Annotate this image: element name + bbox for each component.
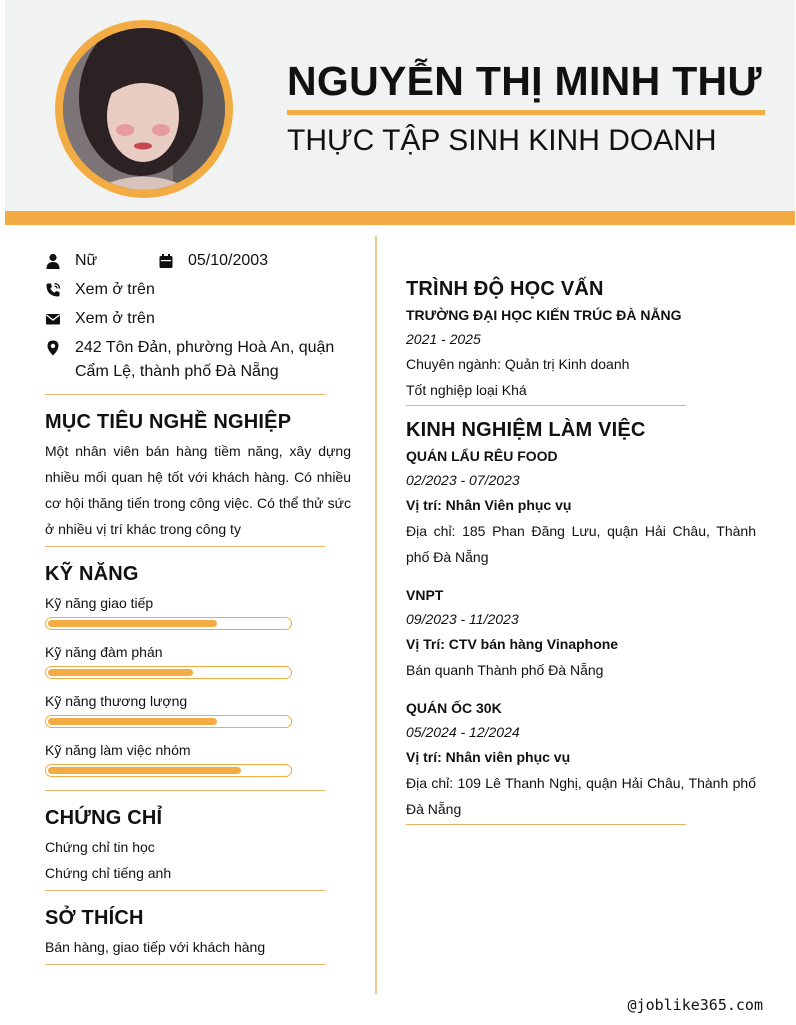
job-position: Vị trí: Nhân viên phục vụ xyxy=(406,749,571,765)
footer-watermark: @joblike365.com xyxy=(627,996,763,1014)
skill-label: Kỹ năng giao tiếp xyxy=(45,595,154,611)
candidate-name: NGUYỄN THỊ MINH THƯ xyxy=(287,58,762,104)
certificate-item: Chứng chỉ tin học xyxy=(45,839,155,855)
skill-bar xyxy=(45,764,292,777)
gender-value: Nữ xyxy=(75,252,98,269)
skill-bar xyxy=(45,617,292,630)
name-underline xyxy=(287,110,765,115)
skill-label: Kỹ năng đàm phán xyxy=(45,644,163,660)
certificates-title: CHỨNG CHỈ xyxy=(45,807,163,829)
divider-objective xyxy=(45,546,325,547)
header-accent-bar xyxy=(5,211,795,225)
address-row xyxy=(45,336,365,384)
gender-row xyxy=(45,249,97,273)
job-company: QUÁN LẨU RÊU FOOD xyxy=(406,448,558,464)
skills-title: KỸ NĂNG xyxy=(45,563,139,585)
job-detail: Địa chỉ: 185 Phan Đăng Lưu, quận Hải Châu, Thành phố Đà Nẵng xyxy=(406,523,756,565)
divider-certificates xyxy=(45,890,325,891)
job-detail: Bán quanh Thành phố Đà Nẵng xyxy=(406,662,604,678)
phone-icon xyxy=(45,282,61,298)
job-company: VNPT xyxy=(406,587,444,603)
skill-fill xyxy=(48,718,217,725)
education-grade: Tốt nghiệp loại Khá xyxy=(406,382,527,398)
hobbies-text: Bán hàng, giao tiếp với khách hàng xyxy=(45,939,266,955)
location-icon xyxy=(45,340,61,356)
skill-label: Kỹ năng làm việc nhóm xyxy=(45,742,191,758)
address-value: 242 Tôn Đản, phường Hoà An, quận Cẩm Lệ, thành phố Đà Nẵng xyxy=(75,339,335,380)
divider-education xyxy=(406,405,686,406)
phone-row xyxy=(45,278,155,302)
education-major: Chuyên ngành: Quản trị Kinh doanh xyxy=(406,356,630,372)
objective-text: Một nhân viên bán hàng tiềm năng, xây dựng nhiều mối quan hệ tốt với khách hàng. Có nhiều cơ hội thăng tiến trong công việc. Có thể thử sức ở nhiều vị trí khác trong công ty xyxy=(45,443,351,537)
skill-fill xyxy=(48,669,193,676)
job-position: Vị Trí: CTV bán hàng Vinaphone xyxy=(406,636,619,652)
skill-fill xyxy=(48,767,241,774)
calendar-icon xyxy=(158,253,174,269)
certificate-item: Chứng chỉ tiếng anh xyxy=(45,865,172,881)
hobbies-title: SỞ THÍCH xyxy=(45,907,144,929)
divider-skills xyxy=(45,790,325,791)
email-value: Xem ở trên xyxy=(75,310,155,327)
job-period: 05/2024 - 12/2024 xyxy=(406,724,520,740)
avatar xyxy=(63,28,225,190)
birthdate-value: 05/10/2003 xyxy=(188,252,269,269)
email-icon xyxy=(45,311,61,327)
phone-value: Xem ở trên xyxy=(75,281,155,298)
job-company: QUÁN ỐC 30K xyxy=(406,700,502,716)
column-divider xyxy=(375,236,377,994)
skill-fill xyxy=(48,620,217,627)
divider-hobbies xyxy=(45,964,325,965)
job-detail: Địa chỉ: 109 Lê Thanh Nghị, quận Hải Châu, Thành phố Đà Nẵng xyxy=(406,775,756,817)
job-period: 02/2023 - 07/2023 xyxy=(406,472,520,488)
email-row xyxy=(45,307,155,331)
divider-personal xyxy=(45,394,325,395)
divider-experience xyxy=(406,824,686,825)
skill-bar xyxy=(45,715,292,728)
job-title: THỰC TẬP SINH KINH DOANH xyxy=(287,124,717,157)
education-title: TRÌNH ĐỘ HỌC VẤN xyxy=(406,278,604,300)
education-period: 2021 - 2025 xyxy=(406,331,481,347)
person-icon xyxy=(45,253,61,269)
school-name: TRƯỜNG ĐẠI HỌC KIẾN TRÚC ĐÀ NẴNG xyxy=(406,307,682,323)
experience-title: KINH NGHIỆM LÀM VIỆC xyxy=(406,419,646,441)
skill-bar xyxy=(45,666,292,679)
job-position: Vị trí: Nhân Viên phục vụ xyxy=(406,497,572,513)
objective-title: MỤC TIÊU NGHỀ NGHIỆP xyxy=(45,411,292,433)
avatar-ring xyxy=(55,20,233,198)
skill-label: Kỹ năng thương lượng xyxy=(45,693,188,709)
job-period: 09/2023 - 11/2023 xyxy=(406,611,519,627)
avatar-photo xyxy=(63,28,225,190)
birthdate-row xyxy=(158,249,268,273)
